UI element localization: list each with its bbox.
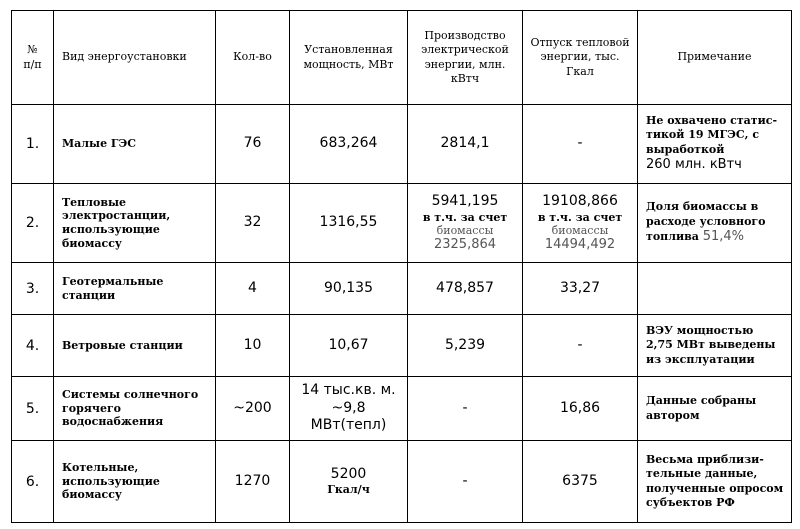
row-count: 1270 — [216, 441, 290, 523]
row-electricity: 2814,1 — [408, 105, 523, 184]
row-electricity: - — [408, 377, 523, 441]
row-capacity: 10,67 — [290, 315, 408, 377]
row-capacity-area: 14 тыс.кв. м. — [301, 382, 396, 399]
row-electricity-biomass-label: биомассы — [436, 223, 494, 237]
header-kind: Вид энергоустановки — [54, 11, 216, 105]
row-kind: Ветровые станции — [54, 315, 216, 377]
table-row — [12, 263, 792, 315]
row-heat-incl: в т.ч. за счет — [537, 210, 623, 224]
row-num: 6. — [12, 441, 54, 523]
row-note-value: 51,4% — [702, 228, 745, 244]
table-row — [12, 184, 792, 263]
row-kind: Геотермальные станции — [54, 263, 216, 315]
row-count: 76 — [216, 105, 290, 184]
row-capacity — [290, 441, 408, 523]
row-heat — [523, 184, 638, 263]
energy-installations-table — [11, 10, 792, 523]
table-row — [12, 441, 792, 523]
header-num: № п/п — [12, 11, 54, 105]
row-capacity-unit: Гкал/ч — [327, 483, 370, 497]
row-note-text: Не охвачено статис-тикой 19 МГЭС, с выработкой — [646, 114, 778, 156]
row-electricity-biomass-value: 2325,864 — [433, 237, 497, 253]
row-num: 3. — [12, 263, 54, 315]
row-note — [638, 184, 792, 263]
row-kind: Системы солнечного горячего водоснабжения — [54, 377, 216, 441]
row-capacity: 1316,55 — [290, 184, 408, 263]
row-num: 5. — [12, 377, 54, 441]
row-heat: 33,27 — [523, 263, 638, 315]
row-note: Весьма приблизи-тельные данные, полученные опросом субъектов РФ — [638, 441, 792, 523]
row-heat-biomass-label: биомассы — [551, 223, 609, 237]
row-note — [638, 105, 792, 184]
row-note-line-1: ВЭУ мощностью — [646, 324, 754, 338]
table-row — [12, 105, 792, 184]
row-kind: Котельные, использующие биомассу — [54, 441, 216, 523]
row-heat: - — [523, 315, 638, 377]
row-electricity — [408, 184, 523, 263]
row-heat-total: 19108,866 — [542, 193, 618, 210]
row-capacity-unit: МВт(тепл) — [310, 417, 387, 434]
row-count: ~200 — [216, 377, 290, 441]
header-row — [12, 11, 792, 105]
table-row — [12, 377, 792, 441]
row-heat: 16,86 — [523, 377, 638, 441]
row-electricity: - — [408, 441, 523, 523]
row-electricity: 478,857 — [408, 263, 523, 315]
header-capacity: Установленная мощность, МВт — [290, 11, 408, 105]
table-row — [12, 315, 792, 377]
row-count: 10 — [216, 315, 290, 377]
row-capacity: 90,135 — [290, 263, 408, 315]
row-note — [638, 263, 792, 315]
row-capacity-value: 5200 — [330, 465, 367, 482]
row-capacity — [290, 377, 408, 441]
header-electricity: Производство электрической энергии, млн. кВтч — [408, 11, 523, 105]
row-electricity-total: 5941,195 — [431, 193, 499, 210]
row-capacity: 683,264 — [290, 105, 408, 184]
row-note — [638, 315, 792, 377]
row-heat: - — [523, 105, 638, 184]
row-capacity-value: ~9,8 — [331, 399, 366, 416]
row-note-text: Доля биомассы в расходе условного топлива — [646, 200, 766, 243]
row-note-line-3: из эксплуатации — [646, 352, 755, 366]
row-num: 4. — [12, 315, 54, 377]
row-count: 32 — [216, 184, 290, 263]
header-count: Кол-во — [216, 11, 290, 105]
row-num: 2. — [12, 184, 54, 263]
header-heat: Отпуск тепловой энергии, тыс. Гкал — [523, 11, 638, 105]
row-note-value: 260 млн. кВтч — [646, 157, 742, 172]
row-note-line-2: 2,75 МВт выведены — [646, 338, 776, 352]
row-note: Данные собраны автором — [638, 377, 792, 441]
row-electricity: 5,239 — [408, 315, 523, 377]
row-kind: Малые ГЭС — [54, 105, 216, 184]
row-heat-biomass-value: 14494,492 — [544, 237, 616, 253]
row-electricity-incl: в т.ч. за счет — [422, 210, 508, 224]
row-count: 4 — [216, 263, 290, 315]
row-num: 1. — [12, 105, 54, 184]
header-note: Примечание — [638, 11, 792, 105]
row-kind: Тепловые электростанции, использующие биомассу — [54, 184, 216, 263]
row-heat: 6375 — [523, 441, 638, 523]
